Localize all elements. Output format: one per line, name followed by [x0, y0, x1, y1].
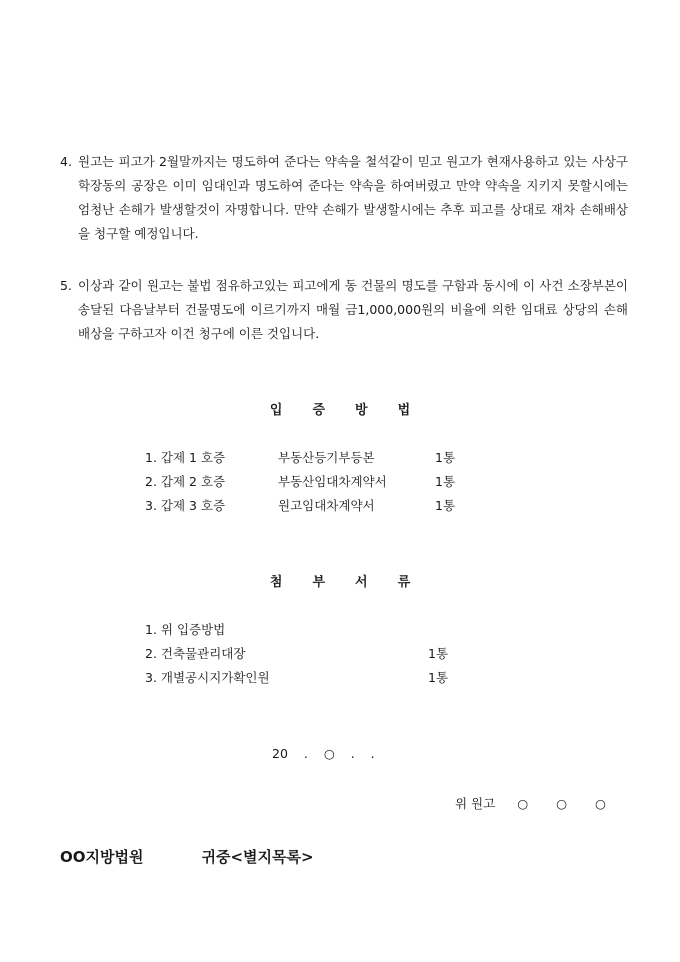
plaintiff-label: 위 원고 — [455, 796, 496, 811]
paragraph-4 — [60, 150, 628, 246]
attachment-count: 1통 — [428, 646, 449, 661]
paragraph-number: 5. — [60, 278, 72, 293]
attachment-label: 3. 개별공시지가확인원 — [145, 670, 270, 685]
evidence-title: 입 증 방 법 — [269, 403, 411, 418]
evidence-desc: 부동산등기부등본 — [278, 450, 375, 465]
evidence-count: 1통 — [435, 474, 456, 489]
evidence-count: 1통 — [435, 498, 456, 513]
evidence-label: 1. 갑제 1 호증 — [145, 450, 226, 465]
plaintiff-signature — [455, 794, 634, 812]
attachment-label: 2. 건축물관리대장 — [145, 646, 246, 661]
evidence-count: 1통 — [435, 450, 456, 465]
addressee: 귀중<별지목록> — [201, 848, 314, 866]
evidence-label: 2. 갑제 2 호증 — [145, 474, 226, 489]
attachment-label: 1. 위 입증방법 — [145, 622, 226, 637]
paragraph-5 — [60, 274, 628, 346]
court-name: OO지방법원 — [60, 848, 144, 866]
attachment-count: 1통 — [428, 670, 449, 685]
court-footer — [60, 846, 314, 867]
paragraph-text: 이상과 같이 원고는 불법 점유하고있는 피고에게 동 건물의 명도를 구함과 동시에 이 사건 소장부본이 송달된 다음날부터 건물명도에 이르기까지 매월 금1,000,000원의 비율에 의한 임대료 상당의 손해배상을 구하고자 이건 청구에 이른 것입니다. — [78, 278, 628, 341]
evidence-desc: 부동산임대차계약서 — [278, 474, 387, 489]
evidence-label: 3. 갑제 3 호증 — [145, 498, 226, 513]
paragraph-number: 4. — [60, 154, 72, 169]
plaintiff-name: ○○○ — [517, 796, 634, 811]
evidence-desc: 원고임대차계약서 — [278, 498, 375, 513]
paragraph-text: 원고는 피고가 2월말까지는 명도하여 준다는 약속을 철석같이 믿고 원고가 현재사용하고 있는 사상구 학장동의 공장은 이미 임대인과 명도하여 준다는 약속을 하여버렸고 만약 약속을 지키지 못할시에는 엄청난 손해가 발생할것이 자명합니다. 만약 손해가 발생할시에는 추후 피고를 상대로 재차 손해배상을 청구할 예정입니다. — [78, 154, 628, 241]
date-line: 20 . ○ . . — [272, 746, 375, 761]
attachments-title: 첨 부 서 류 — [269, 575, 411, 590]
